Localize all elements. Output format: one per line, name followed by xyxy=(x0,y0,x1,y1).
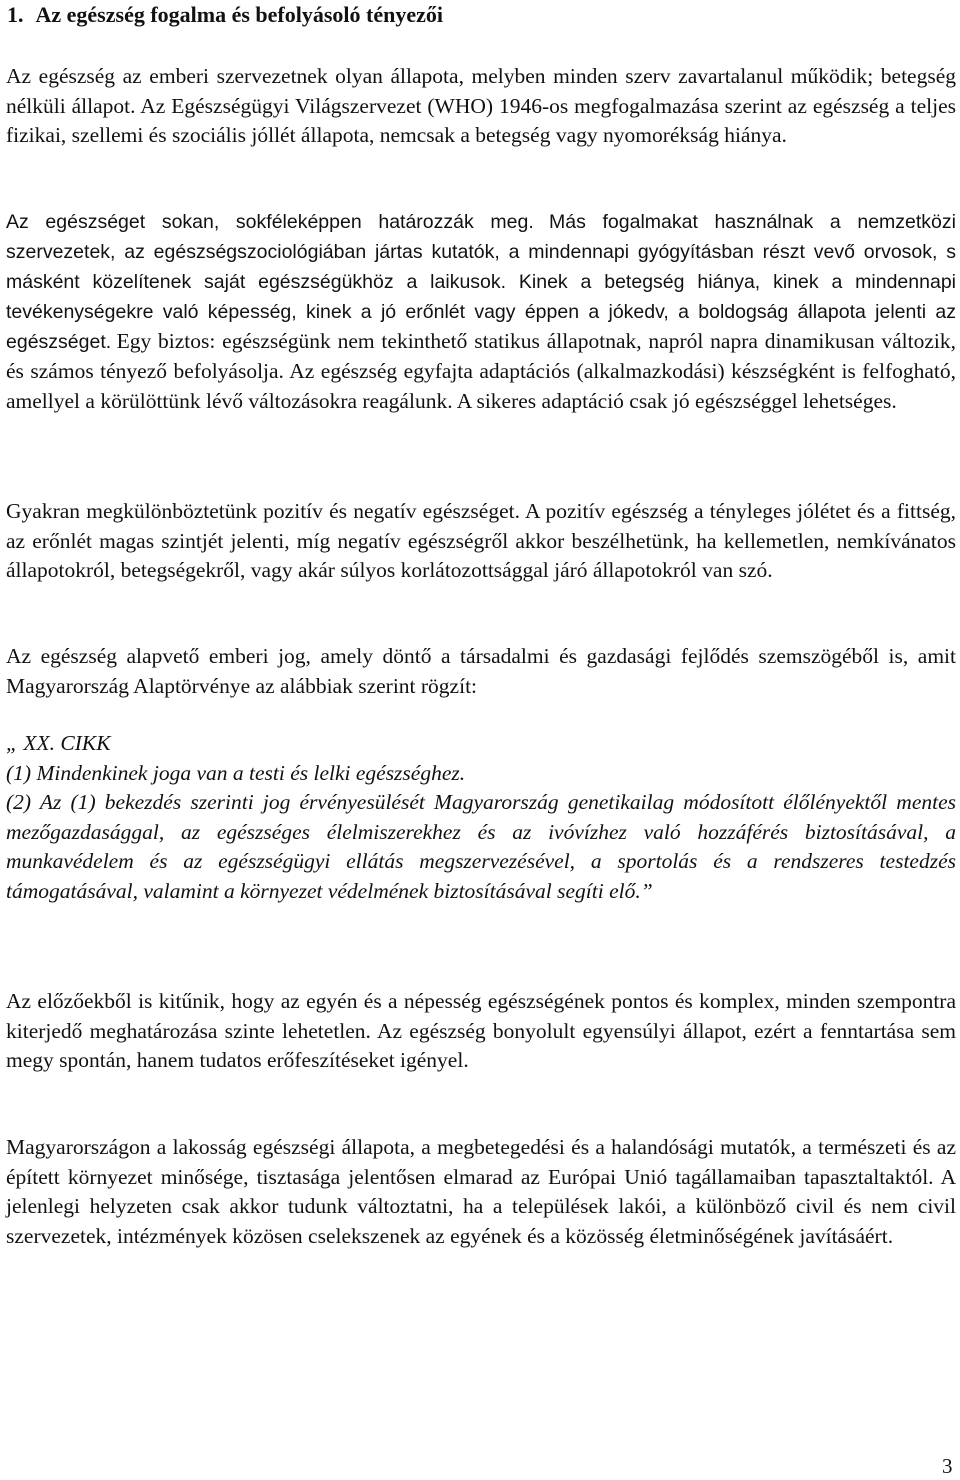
quote-title: „ XX. CIKK xyxy=(6,731,111,755)
paragraph-text-part2: Más fogalmakat használnak a nemzetközi szervezetek, az egészségszociológiában jártas kutatók, a mindennapi gyógyításban részt vevő orvosok, s másként közelítenek saját egészségükhöz a laikusok. Kinek a betegség hiánya, kinek a mindennapi tevékenységekre való képesség, kinek a jó erőnlét vagy éppen a jókedv, a boldogság állapota jelenti az egészséget. xyxy=(6,211,956,353)
paragraph-hungary-status xyxy=(6,1133,956,1251)
section-title: Az egészség fogalma és befolyásoló tényezői xyxy=(35,2,444,27)
paragraph-definition xyxy=(6,62,956,151)
quote-line-1: (1) Mindenkinek joga van a testi és lelki egészséghez. xyxy=(6,760,466,785)
paragraph-human-right xyxy=(6,642,956,701)
page-number: 3 xyxy=(942,1454,953,1478)
section-heading xyxy=(7,0,947,30)
paragraph-text: Gyakran megkülönböztetünk pozitív és negatív egészséget. A pozitív egészség a tényleges jólétet és a fittség, az erőnlét magas szintjét jelenti, míg negatív egészségről akkor beszélhetünk, ha kellemetlen, nemkívánatos állapotokról, betegségekről, vagy akár súlyos korlátozottsággal járó állapotokról van szó. xyxy=(6,499,956,582)
paragraph-text-part3: Egy biztos: egészségünk nem tekinthető statikus állapotnak, napról napra dinamikusan változik, és számos tényező befolyásolja. Az egészség egyfajta adaptációs (alkalmazkodási) készségként is felfogható, amellyel a körülöttünk lévő változásokra reagálunk. A sikeres adaptáció csak jó egészséggel lehetséges. xyxy=(6,329,956,413)
paragraph-positive-negative xyxy=(6,497,956,586)
paragraph-text-part1: Az egészséget sokan, sokféleképpen határozzák meg. xyxy=(6,211,534,233)
quote-line-2: (2) Az (1) bekezdés szerinti jog érvényesülését Magyarország genetikailag módosított élőlényektől mentes mezőgazdasággal, az egészséges élelmiszerekhez és az ivóvízhez való hozzáférés biztosításával, a munkavédelem és az egészségügyi ellátás megszervezésével, a sportolás és a rendszeres testedzés támogatásával, valamint a környezet védelmének biztosításával segíti elő.” xyxy=(6,790,956,903)
paragraph-text: Az egészség alapvető emberi jog, amely döntő a társadalmi és gazdasági fejlődés szemszögéből is, amit Magyarország Alaptörvénye az alábbiak szerint rögzít: xyxy=(6,644,956,698)
paragraph-complexity xyxy=(6,987,956,1076)
paragraph-text: Az előzőekből is kitűnik, hogy az egyén és a népesség egészségének pontos és komplex, minden szempontra kiterjedő meghatározása szinte lehetetlen. Az egészség bonyolult egyensúlyi állapot, ezért a fenntartása sem megy spontán, hanem tudatos erőfeszítéseket igényel. xyxy=(6,989,956,1072)
constitution-quote xyxy=(6,729,956,906)
paragraph-text: Az egészség az emberi szervezetnek olyan állapota, melyben minden szerv zavartalanul működik; betegség nélküli állapot. Az Egészségügyi Világszervezet (WHO) 1946-os megfogalmazása szerint az egészség a teljes fizikai, szellemi és szociális jóllét állapota, nemcsak a betegség vagy nyomorékság hiánya. xyxy=(6,64,956,147)
paragraph-text: Magyarországon a lakosság egészségi állapota, a megbetegedési és a halandósági mutatók, a természeti és az épített környezet minősége, tisztasága jelentősen elmarad az Európai Unió tagállamaiban tapasztaltaktól. A jelenlegi helyzeten csak akkor tudunk változtatni, ha a települések lakói, a különböző civil és nem civil szervezetek, intézmények közösen cselekszenek az egyének és a közösség életminőségének javításáért. xyxy=(6,1135,956,1248)
paragraph-definitions-vary xyxy=(6,207,956,416)
section-number: 1. xyxy=(7,2,24,27)
